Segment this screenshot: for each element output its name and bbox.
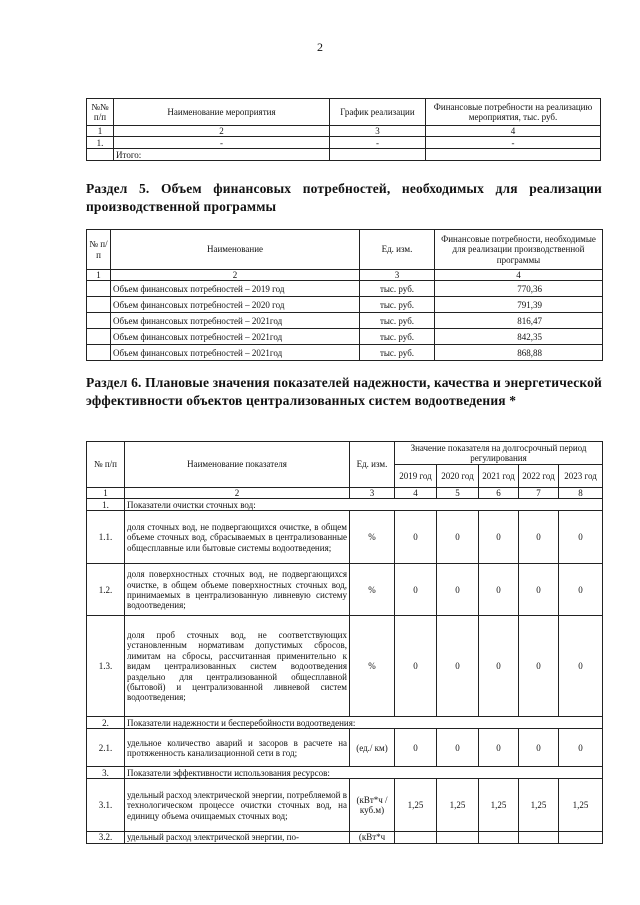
s6-row-value: 1,25	[519, 779, 559, 832]
s6-row-value: 0	[437, 564, 479, 616]
s5-row-value: 868,88	[435, 345, 603, 361]
s5-row-value: 816,47	[435, 313, 603, 329]
s5-row-unit: тыс. руб.	[360, 281, 435, 297]
s6-row-name: удельный расход электрической энергии, потребляемой в технологическом процессе очистки сточных вод, на единицу объема очищаемых сточных вод;	[125, 779, 350, 832]
s5-row-unit: тыс. руб.	[360, 345, 435, 361]
s6-row-value: 0	[559, 616, 603, 717]
s5-row-value: 770,36	[435, 281, 603, 297]
table-row	[87, 329, 603, 345]
s6-row-unit: (ед./ км)	[350, 729, 395, 767]
s6-row-num: 2.1.	[87, 729, 125, 767]
s6-header-year: 2019 год	[395, 465, 437, 488]
s6-group-num: 1.	[87, 499, 125, 511]
s6-row-value: 1,25	[437, 779, 479, 832]
s6-row-value: 0	[519, 564, 559, 616]
s6-row-name: удельный расход электрической энергии, по-	[125, 832, 350, 843]
table-row	[87, 564, 603, 616]
s6-row-unit: %	[350, 616, 395, 717]
s6-header-year: 2020 год	[437, 465, 479, 488]
s6-index-cell: 6	[479, 488, 519, 499]
s5-row-name: Объем финансовых потребностей – 2021год	[111, 313, 360, 329]
section5-title: Раздел 5. Объем финансовых потребностей, необходимых для реализации производственной программы	[86, 181, 602, 214]
t1-total-label: Итого:	[114, 149, 330, 161]
t1-index-cell: 1	[87, 126, 114, 137]
s6-row-name: доля сточных вод, не подвергающихся очистке, в общем объеме сточных вод, сбрасываемых в централизованные общесплавные или бытовые системы водоотведения;	[125, 511, 350, 564]
s6-header-name: Наименование показателя	[125, 442, 350, 488]
s6-row-value: 0	[395, 616, 437, 717]
s6-row-value: 0	[479, 729, 519, 767]
s5-index-cell: 4	[435, 270, 603, 281]
s5-row-name: Объем финансовых потребностей – 2021год	[111, 345, 360, 361]
s6-row-value: 0	[519, 511, 559, 564]
t1-row-name: -	[114, 137, 330, 149]
s5-row-unit: тыс. руб.	[360, 329, 435, 345]
table-row	[87, 779, 603, 832]
s6-header-year: 2022 год	[519, 465, 559, 488]
s6-row-unit: %	[350, 564, 395, 616]
s6-row-num: 1.1.	[87, 511, 125, 564]
s6-row-value: 0	[519, 616, 559, 717]
s5-row-unit: тыс. руб.	[360, 313, 435, 329]
s6-row-value: 0	[395, 564, 437, 616]
s5-row-name: Объем финансовых потребностей – 2020 год	[111, 297, 360, 313]
s6-row-num: 3.1.	[87, 779, 125, 832]
measures-table	[86, 98, 601, 161]
s6-row-name: доля поверхностных сточных вод, не подвергающихся очистке, в общем объеме поверхностных сточных вод, принимаемых в централизованную ливневую систему водоотведения;	[125, 564, 350, 616]
s5-index-cell: 1	[87, 270, 111, 281]
s6-row-unit: %	[350, 511, 395, 564]
s6-index-cell: 8	[559, 488, 603, 499]
s6-row-value: 0	[479, 564, 519, 616]
t1-index-cell: 2	[114, 126, 330, 137]
s6-header-year: 2023 год	[559, 465, 603, 488]
t1-total-empty	[426, 149, 601, 161]
table-row	[87, 345, 603, 361]
s5-header-num: № п/п	[87, 230, 111, 270]
s6-row-num: 1.3.	[87, 616, 125, 717]
s5-row-name: Объем финансовых потребностей – 2021год	[111, 329, 360, 345]
s6-row-value: 1,25	[559, 779, 603, 832]
s6-group-num: 3.	[87, 767, 125, 779]
s5-row-name: Объем финансовых потребностей – 2019 год	[111, 281, 360, 297]
table-row	[87, 832, 603, 843]
s6-index-cell: 4	[395, 488, 437, 499]
s6-index-cell: 5	[437, 488, 479, 499]
t1-header-num: №№ п/п	[87, 99, 114, 126]
s5-index-cell: 2	[111, 270, 360, 281]
s6-header-period: Значение показателя на долгосрочный период регулирования	[395, 442, 603, 465]
t1-index-cell: 4	[426, 126, 601, 137]
s6-row-value: 0	[395, 511, 437, 564]
page-number: 2	[317, 40, 323, 54]
t1-row-num: 1.	[87, 137, 114, 149]
s6-row-value: 0	[559, 729, 603, 767]
t1-row-finance: -	[426, 137, 601, 149]
table-row	[87, 313, 603, 329]
table-row	[87, 729, 603, 767]
s6-row-value: 0	[519, 729, 559, 767]
s6-header-year: 2021 год	[479, 465, 519, 488]
s6-row-value: 0	[437, 729, 479, 767]
t1-header-schedule: График реализации	[330, 99, 426, 126]
t1-header-finance: Финансовые потребности на реализацию мероприятия, тыс. руб.	[426, 99, 601, 126]
s5-header-unit: Ед. изм.	[360, 230, 435, 270]
table-row	[87, 281, 603, 297]
s6-group-label: Показатели эффективности использования ресурсов:	[125, 767, 603, 779]
s5-row-value: 842,35	[435, 329, 603, 345]
section6-table	[86, 441, 603, 844]
s5-index-cell: 3	[360, 270, 435, 281]
s6-row-unit: (кВт*ч / куб.м)	[350, 779, 395, 832]
s6-header-unit: Ед. изм.	[350, 442, 395, 488]
table-row	[87, 297, 603, 313]
s6-row-value: 0	[559, 564, 603, 616]
s6-row-value: 0	[437, 511, 479, 564]
s6-row-name: удельное количество аварий и засоров в расчете на протяженность канализационной сети в год;	[125, 729, 350, 767]
s6-row-name: доля проб сточных вод, не соответствующих установленным нормативам допустимых сбросов, лимитам на сбросы, рассчитанная применительно к видам централизованных систем водоотведения раздельно для централизованной общесплавной (бытовой) и централизованной ливневой систем водоотведения;	[125, 616, 350, 717]
t1-total-empty	[330, 149, 426, 161]
s6-group-label: Показатели надежности и бесперебойности водоотведения:	[125, 717, 603, 729]
s6-row-value: 0	[479, 616, 519, 717]
s5-row-unit: тыс. руб.	[360, 297, 435, 313]
t1-index-cell: 3	[330, 126, 426, 137]
s6-index-cell: 3	[350, 488, 395, 499]
table-row	[87, 616, 603, 717]
s5-header-name: Наименование	[111, 230, 360, 270]
s6-index-cell: 2	[125, 488, 350, 499]
s6-group-label: Показатели очистки сточных вод:	[125, 499, 603, 511]
t1-row-schedule: -	[330, 137, 426, 149]
s6-row-value: 1,25	[479, 779, 519, 832]
table-row	[87, 511, 603, 564]
s5-row-value: 791,39	[435, 297, 603, 313]
s6-row-value: 0	[437, 616, 479, 717]
section6-title: Раздел 6. Плановые значения показателей надежности, качества и энергетической эффективности объектов централизованных систем водоотведения *	[86, 375, 602, 408]
s6-index-cell: 1	[87, 488, 125, 499]
s6-row-value: 0	[395, 729, 437, 767]
s6-index-cell: 7	[519, 488, 559, 499]
s6-row-value: 0	[479, 511, 519, 564]
s6-header-num: № п/п	[87, 442, 125, 488]
t1-total-empty	[87, 149, 114, 161]
s5-header-finance: Финансовые потребности, необходимые для реализации производственной программы	[435, 230, 603, 270]
s6-row-num: 1.2.	[87, 564, 125, 616]
s6-group-num: 2.	[87, 717, 125, 729]
section5-table	[86, 229, 603, 361]
s6-row-value: 1,25	[395, 779, 437, 832]
t1-header-name: Наименование мероприятия	[114, 99, 330, 126]
s6-row-num: 3.2.	[87, 832, 125, 843]
s6-row-unit: (кВт*ч	[350, 832, 395, 843]
s6-row-value: 0	[559, 511, 603, 564]
